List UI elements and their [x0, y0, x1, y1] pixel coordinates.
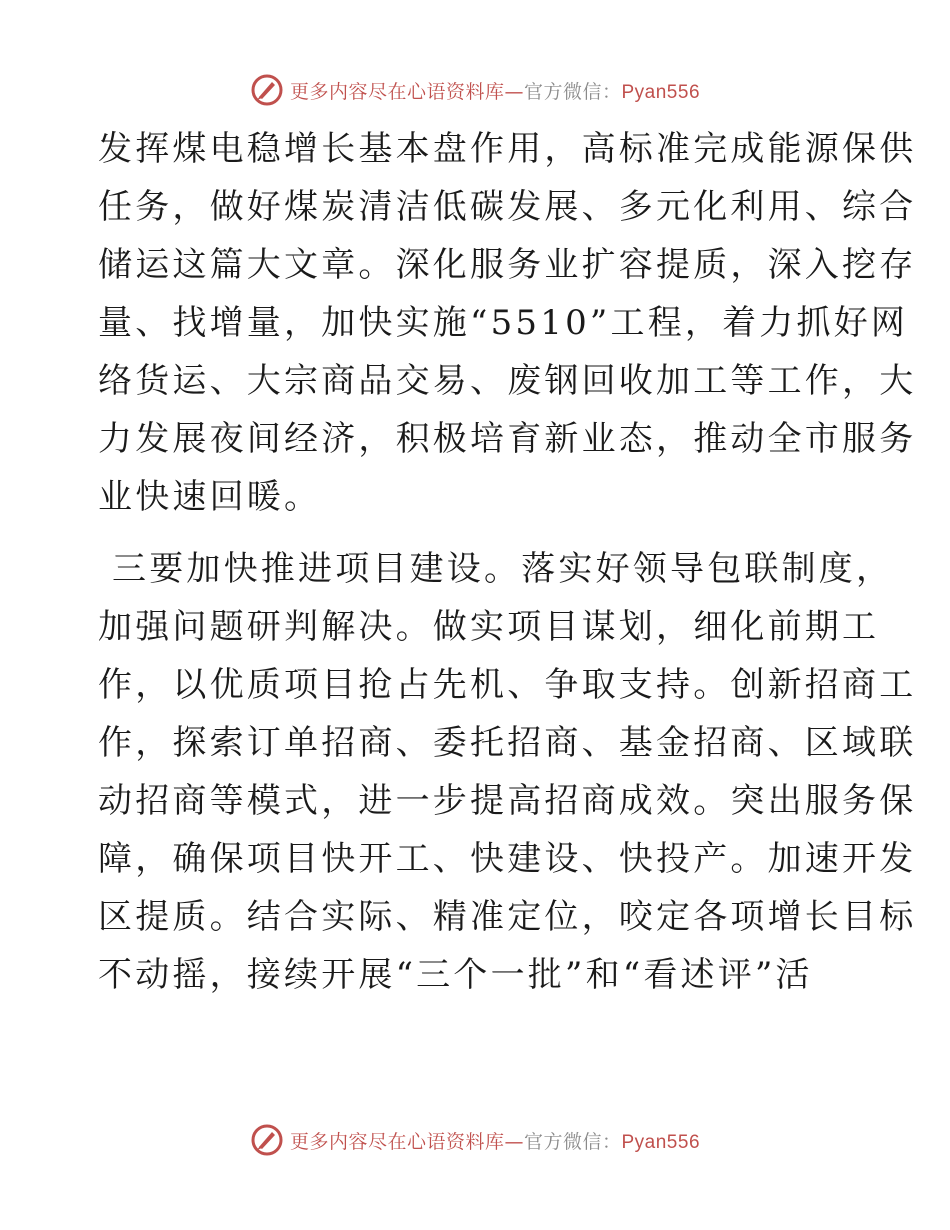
text-line: 力发展夜间经济，积极培育新业态，推动全市服务	[98, 419, 917, 459]
quill-seal-icon	[250, 73, 284, 107]
text-line: 障，确保项目快开工、快建设、快投产。加速开发	[98, 839, 917, 879]
watermark-wechat-id: Pyan556	[621, 1131, 701, 1153]
watermark-separator: —	[504, 1130, 524, 1153]
header-watermark	[0, 70, 950, 110]
paragraph-gap	[98, 526, 858, 540]
text-line: 不动摇，接续开展“三个一批”和“看述评”活	[98, 955, 813, 995]
text-line: 储运这篇大文章。深化服务业扩容提质，深入挖存	[98, 245, 917, 285]
paragraph-2	[98, 540, 917, 1004]
watermark-separator: —	[504, 80, 524, 103]
watermark-label: 官方微信：	[523, 1130, 622, 1153]
watermark-wechat-id: Pyan556	[621, 81, 701, 103]
paragraph-1	[98, 120, 917, 526]
watermark-brand: 更多内容尽在心语资料库	[289, 80, 505, 103]
watermark-label: 官方微信：	[523, 80, 622, 103]
text-line: 业快速回暖。	[98, 477, 322, 517]
quill-seal-icon	[250, 1123, 284, 1157]
text-line: 动招商等模式，进一步提高招商成效。突出服务保	[98, 781, 917, 821]
text-line: 络货运、大宗商品交易、废钢回收加工等工作，大	[98, 361, 917, 401]
text-line: 作，探索订单招商、委托招商、基金招商、区域联	[98, 723, 917, 763]
document-body	[98, 120, 917, 1004]
text-line: 三要加快推进项目建设。落实好领导包联制度，	[112, 549, 894, 589]
text-line: 作，以优质项目抢占先机、争取支持。创新招商工	[98, 665, 917, 705]
watermark-text	[290, 77, 700, 104]
footer-watermark	[0, 1120, 950, 1160]
text-line: 区提质。结合实际、精准定位，咬定各项增长目标	[98, 897, 917, 937]
text-line: 任务，做好煤炭清洁低碳发展、多元化利用、综合	[98, 187, 917, 227]
watermark-text	[290, 1127, 700, 1154]
text-line: 量、找增量，加快实施“5510”工程，着力抓好网	[98, 303, 909, 343]
watermark-brand: 更多内容尽在心语资料库	[289, 1130, 505, 1153]
text-line: 加强问题研判解决。做实项目谋划，细化前期工	[98, 607, 880, 647]
text-line: 发挥煤电稳增长基本盘作用，高标准完成能源保供	[98, 129, 917, 169]
